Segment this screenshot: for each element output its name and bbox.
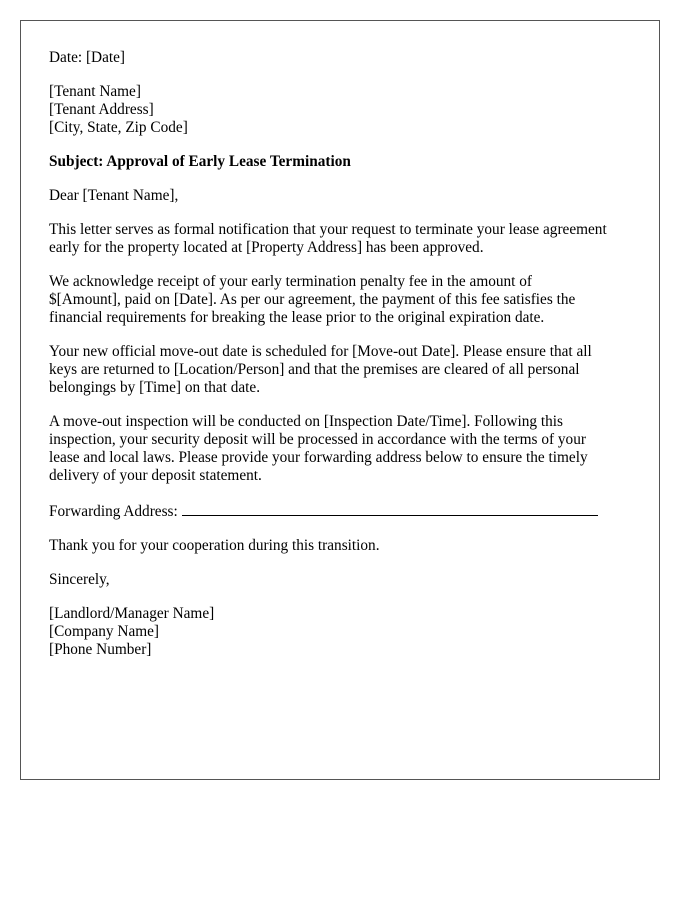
paragraph-line: This letter serves as formal notification that your request to terminate your lease agreement [49, 221, 607, 238]
closing-line: Sincerely, [49, 571, 110, 588]
signature-phone: [Phone Number] [49, 641, 152, 658]
recipient-name: [Tenant Name] [49, 83, 141, 100]
letter-date: Date: [Date] [49, 49, 126, 66]
letter-page [20, 20, 660, 780]
paragraph-line: early for the property located at [Property Address] has been approved. [49, 239, 484, 256]
forwarding-address-blank [182, 501, 598, 516]
paragraph-approval [49, 221, 641, 257]
closing-block [49, 571, 641, 589]
thanks-block [49, 537, 641, 555]
recipient-address: [Tenant Address] [49, 101, 154, 118]
paragraph-line: Your new official move-out date is scheduled for [Move-out Date]. Please ensure that all [49, 343, 592, 360]
signature-company: [Company Name] [49, 623, 160, 640]
signature-block [49, 605, 641, 659]
paragraph-penalty-fee [49, 273, 641, 327]
letter-subject: Subject: Approval of Early Lease Termination [49, 153, 351, 170]
paragraph-line: financial requirements for breaking the lease prior to the original expiration date. [49, 309, 545, 326]
letter-body [49, 49, 641, 675]
paragraph-line: keys are returned to [Location/Person] and that the premises are cleared of all personal [49, 361, 580, 378]
paragraph-move-out [49, 343, 641, 397]
salutation: Dear [Tenant Name], [49, 187, 179, 204]
paragraph-line: $[Amount], paid on [Date]. As per our agreement, the payment of this fee satisfies the [49, 291, 576, 308]
paragraph-line: delivery of your deposit statement. [49, 467, 262, 484]
paragraph-line: lease and local laws. Please provide your forwarding address below to ensure the timely [49, 449, 588, 466]
paragraph-line: We acknowledge receipt of your early termination penalty fee in the amount of [49, 273, 532, 290]
paragraph-line: belongings by [Time] on that date. [49, 379, 261, 396]
date-block [49, 49, 641, 67]
forwarding-address-label: Forwarding Address: [49, 503, 178, 520]
forwarding-address-row [49, 501, 641, 521]
salutation-block [49, 187, 641, 205]
signature-name: [Landlord/Manager Name] [49, 605, 215, 622]
recipient-block [49, 83, 641, 137]
recipient-city-state-zip: [City, State, Zip Code] [49, 119, 188, 136]
thanks-line: Thank you for your cooperation during this transition. [49, 537, 380, 554]
paragraph-inspection [49, 413, 641, 485]
paragraph-line: inspection, your security deposit will be processed in accordance with the terms of your [49, 431, 586, 448]
forwarding-address-block [49, 501, 641, 521]
subject-block [49, 153, 641, 171]
paragraph-line: A move-out inspection will be conducted on [Inspection Date/Time]. Following this [49, 413, 563, 430]
